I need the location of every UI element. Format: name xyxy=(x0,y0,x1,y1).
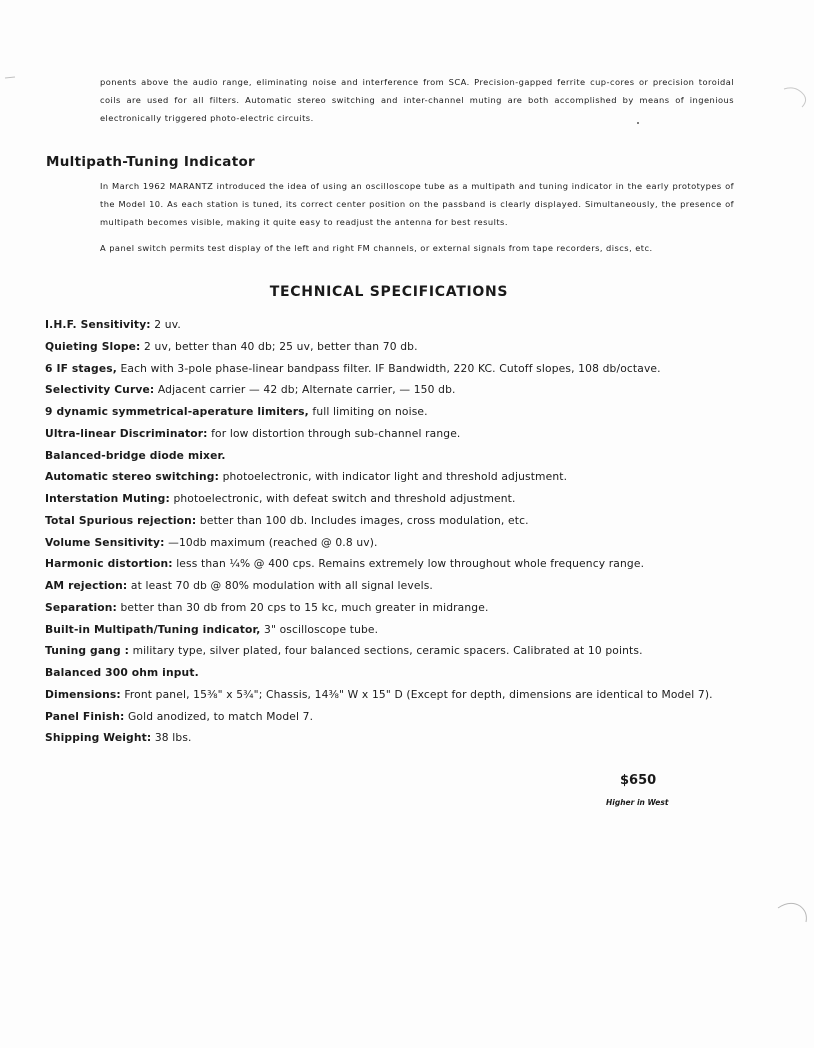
spec-value: at least 70 db @ 80% modulation with all signal levels. xyxy=(127,579,433,592)
edge-scratch-mark xyxy=(4,75,18,81)
spec-row xyxy=(45,684,745,706)
spec-row xyxy=(45,553,745,575)
price-note: Higher in West xyxy=(606,798,669,807)
spec-row xyxy=(45,640,745,662)
spec-value: Gold anodized, to match Model 7. xyxy=(124,709,314,723)
spec-value: —10db maximum (reached @ 0.8 uv). xyxy=(164,535,378,549)
spec-row xyxy=(45,532,745,554)
spec-row xyxy=(45,314,745,336)
spec-value: photoelectronic, with indicator light and threshold adjustment. xyxy=(219,470,568,484)
spec-row xyxy=(45,358,745,380)
spec-label: Total Spurious rejection: xyxy=(45,513,197,527)
spec-row xyxy=(45,619,745,641)
spec-row xyxy=(45,727,745,749)
spec-value: 2 uv. xyxy=(150,318,181,331)
spec-value: for low distortion through sub-channel range. xyxy=(207,426,461,440)
spec-label: Automatic stereo switching: xyxy=(45,470,220,484)
spec-label: Interstation Muting: xyxy=(45,492,170,505)
spec-list xyxy=(45,314,745,749)
spec-row xyxy=(45,706,745,728)
spec-label: Volume Sensitivity: xyxy=(45,535,165,549)
spec-row xyxy=(45,466,745,488)
spec-value: full limiting on noise. xyxy=(308,405,428,418)
price: $650 xyxy=(620,773,657,788)
spec-row xyxy=(45,423,745,445)
spec-row xyxy=(45,597,745,619)
spec-label: Panel Finish: xyxy=(45,709,125,723)
spec-label: Balanced 300 ohm input. xyxy=(45,666,199,679)
spec-label: Balanced-bridge diode mixer. xyxy=(45,448,226,462)
spec-value: military type, silver plated, four balanced sections, ceramic spacers. Calibrated at 10 points. xyxy=(129,644,643,658)
spec-label: Harmonic distortion: xyxy=(45,557,173,571)
multipath-paragraph-1: In March 1962 MARANTZ introduced the idea of using an oscilloscope tube as a multipath and tuning indicator in the early prototypes of the Model 10. As each station is tuned, its correct center position on the passband is clearly displayed. Simultaneously, the presence of multipath becomes visible, making it quite easy to readjust the antenna for best results. xyxy=(100,181,734,227)
intro-paragraph: ponents above the audio range, eliminating noise and interference from SCA. Precision-gapped ferrite cup-cores or precision toroidal coils are used for all filters. Automatic stereo switching and inter-channel muting are both accomplished by means of ingenious electronically triggered photo-electric circuits. xyxy=(100,77,734,123)
spec-row xyxy=(45,662,745,684)
spec-row xyxy=(45,488,745,510)
spec-label: Built-in Multipath/Tuning indicator, xyxy=(45,622,261,636)
spec-value: Adjacent carrier — 42 db; Alternate carrier, — 150 db. xyxy=(154,383,456,397)
spec-value: better than 100 db. Includes images, cross modulation, etc. xyxy=(196,513,529,527)
spec-label: Separation: xyxy=(45,600,117,614)
spec-row xyxy=(45,510,745,532)
print-speck xyxy=(637,122,639,124)
spec-value: Each with 3-pole phase-linear bandpass filter. IF Bandwidth, 220 KC. Cutoff slopes, 108 db/octave. xyxy=(116,361,661,375)
spec-value: Front panel, 15⅜" x 5¾"; Chassis, 14⅜" W x 15" D (Except for depth, dimensions are identical to Model 7). xyxy=(120,687,713,701)
spec-row xyxy=(45,401,745,423)
spec-label: Dimensions: xyxy=(45,687,121,701)
spec-row xyxy=(45,379,745,401)
spec-label: Tuning gang : xyxy=(45,644,130,658)
spec-row xyxy=(45,336,745,358)
binder-hole-mark xyxy=(782,85,812,115)
spec-value: photoelectronic, with defeat switch and threshold adjustment. xyxy=(169,492,516,505)
multipath-paragraph-2: A panel switch permits test display of the left and right FM channels, or external signals from tape recorders, discs, etc. xyxy=(100,243,653,253)
spec-value: less than ¼% @ 400 cps. Remains extremely low throughout whole frequency range. xyxy=(172,557,645,571)
specs-title: TECHNICAL SPECIFICATIONS xyxy=(269,284,509,300)
spec-label: Selectivity Curve: xyxy=(45,383,155,397)
spec-value: better than 30 db from 20 cps to 15 kc, much greater in midrange. xyxy=(116,600,489,614)
binder-hole-mark xyxy=(776,898,812,932)
spec-label: 6 IF stages, xyxy=(45,361,117,375)
spec-label: AM rejection: xyxy=(45,579,128,592)
spec-label: 9 dynamic symmetrical-aperature limiters, xyxy=(45,405,309,418)
multipath-heading: Multipath-Tuning Indicator xyxy=(46,154,255,170)
spec-row xyxy=(45,575,745,597)
spec-value: 38 lbs. xyxy=(151,731,192,745)
spec-row xyxy=(45,445,745,467)
spec-label: Shipping Weight: xyxy=(45,731,152,745)
spec-label: Ultra-linear Discriminator: xyxy=(45,426,208,440)
spec-label: Quieting Slope: xyxy=(45,339,141,353)
spec-value: 2 uv, better than 40 db; 25 uv, better than 70 db. xyxy=(140,339,418,353)
spec-value: 3" oscilloscope tube. xyxy=(260,622,379,636)
spec-label: I.H.F. Sensitivity: xyxy=(45,318,151,331)
